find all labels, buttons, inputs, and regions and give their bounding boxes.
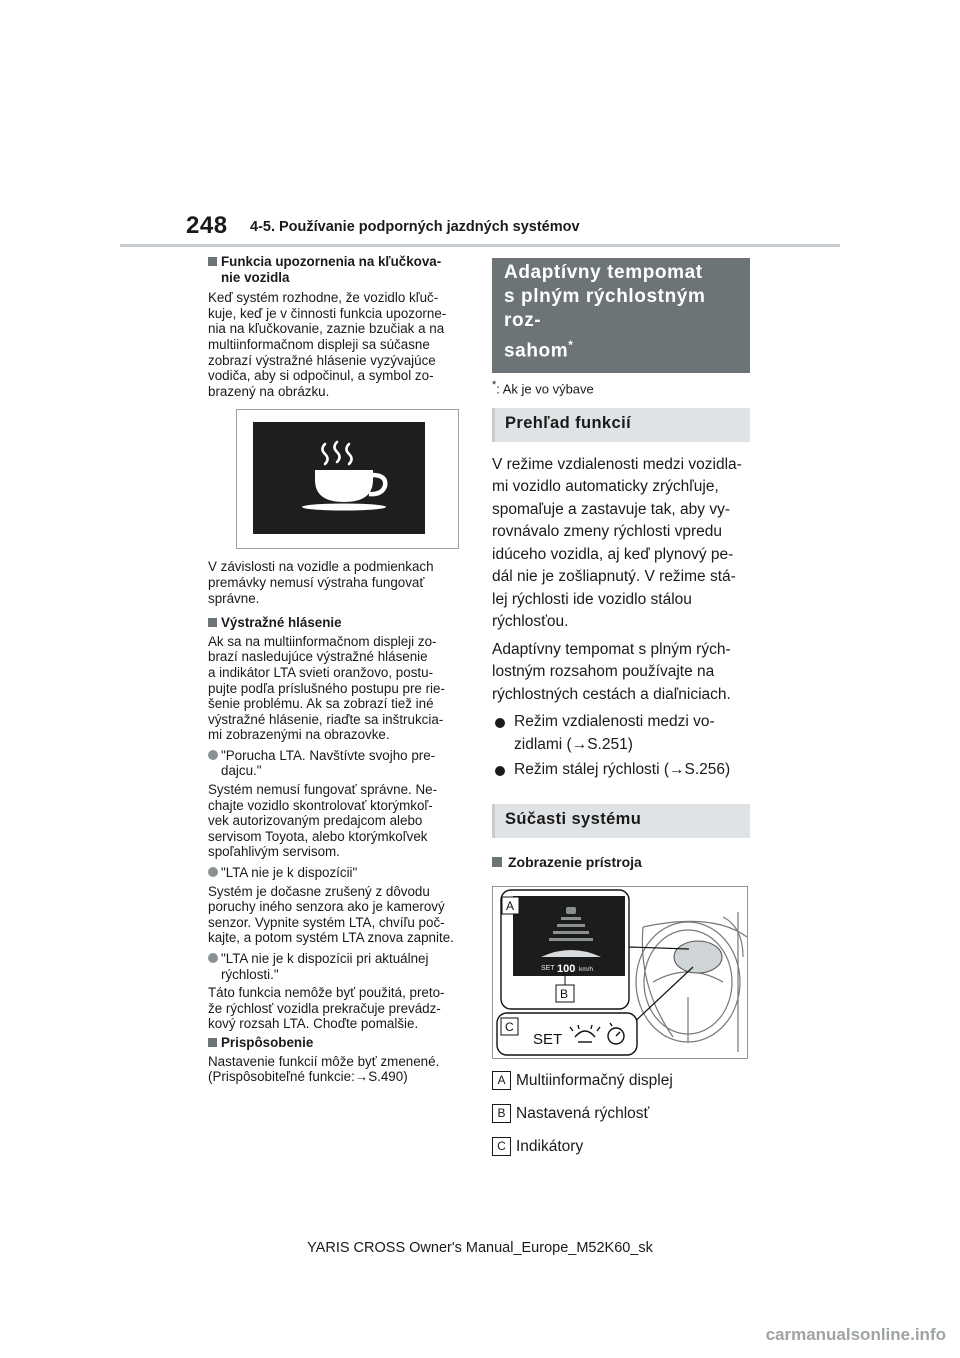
text-line: senzor. Vypnite systém LTA, chvíľu poč-	[208, 914, 445, 930]
fatigue-heading	[208, 254, 466, 285]
text-line: kuje, keď je v činnosti funkcia upozorne-	[208, 305, 447, 321]
legend-key: B	[492, 1104, 511, 1123]
warning-title: Výstražné hlásenie	[221, 615, 342, 631]
legend-item	[492, 1137, 750, 1157]
right-column	[492, 258, 750, 1157]
warning-message: "LTA nie je k dispozícii"	[221, 865, 358, 881]
circle-bullet-icon	[495, 718, 505, 728]
text-line: nia na kľučkovanie, zaznie bzučiak a na	[208, 321, 445, 337]
instrument-title: Zobrazenie prístroja	[508, 853, 642, 870]
warning-message-item	[208, 865, 466, 881]
text-line: spomaľuje a zastavuje tak, aby vy-	[492, 500, 730, 518]
warning-message: rýchlosti."	[221, 966, 279, 982]
text-line: lostným rozsahom používajte na	[492, 663, 715, 681]
square-bullet-icon	[492, 857, 502, 867]
mode-item	[492, 759, 750, 782]
legend-key: A	[492, 1071, 511, 1090]
chapter-title: 4-5. Používanie podporných jazdných systémov	[250, 219, 580, 235]
text-line: spoľahlivým servisom.	[208, 844, 340, 860]
text-line: kový rozsah LTA. Choďte pomalšie.	[208, 1016, 419, 1032]
warning-message-desc	[208, 782, 466, 860]
text-line: Režim stálej rýchlosti (→S.256)	[514, 761, 731, 779]
text-line: Ak sa na multiinformačnom displeji zo-	[208, 633, 437, 649]
footnote-mark: *	[492, 379, 497, 392]
overview-heading: Prehľad funkcií	[492, 408, 750, 442]
text-line: mi vozidlo automaticky zrýchľuje,	[492, 478, 719, 496]
footnote	[492, 379, 750, 396]
square-bullet-icon	[208, 618, 217, 627]
text-line: vek autorizovaným predajcom alebo	[208, 813, 423, 829]
header-rule	[120, 244, 840, 247]
circle-bullet-icon	[208, 750, 218, 760]
text-line: dál nie je zošliapnutý. V režime stá-	[492, 568, 736, 586]
square-bullet-icon	[208, 1038, 217, 1047]
text-line: Režim vzdialenosti medzi vo-	[514, 713, 715, 731]
banner-line: s plným rýchlostným roz-	[504, 286, 706, 331]
mode-item	[492, 711, 750, 756]
fatigue-body	[208, 290, 466, 399]
warning-message-item	[208, 951, 466, 982]
text-line: Nastavenie funkcií môže byť zmenené.	[208, 1053, 440, 1069]
text-line: Systém nemusí fungovať správne. Ne-	[208, 782, 438, 798]
callout-label-c: C	[505, 1019, 514, 1034]
text-line: premávky nemusí výstraha fungovať	[208, 574, 425, 590]
circle-bullet-icon	[208, 953, 218, 963]
text-line: kajte, a potom systém LTA znova zapnite.	[208, 930, 454, 946]
callout-label-b: B	[560, 986, 569, 1001]
warning-message-item	[208, 748, 466, 779]
text-line: servisom Toyota, alebo ktorýmkoľvek	[208, 828, 428, 844]
text-line: Systém je dočasne zrušený z dôvodu	[208, 883, 430, 899]
set-small-label: SET	[541, 964, 555, 972]
legend-key: C	[492, 1137, 511, 1156]
text-line: rovnávalo zmeny rýchlosti vpredu	[492, 523, 723, 541]
text-line: Adaptívny tempomat s plným rých-	[492, 640, 731, 658]
manual-footer: YARIS CROSS Owner's Manual_Europe_M52K60_sk	[307, 1240, 653, 1256]
banner-line: sahom	[504, 340, 569, 362]
warning-message: dajcu."	[221, 763, 262, 779]
warning-message-desc	[208, 985, 466, 1032]
custom-heading	[208, 1035, 466, 1051]
text-line: šenie problému. Ak sa zobrazí tiež iné	[208, 696, 434, 712]
warning-heading	[208, 615, 466, 631]
fatigue-title-line: nie vozidla	[221, 269, 290, 285]
overview-body	[492, 454, 750, 634]
text-line: chajte vozidlo skontrolovať ktorýmkoľ-	[208, 797, 433, 813]
legend-text: Indikátory	[516, 1137, 584, 1155]
footnote-mark: *	[568, 338, 574, 352]
coffee-cup-icon	[253, 422, 425, 534]
components-heading: Súčasti systému	[492, 804, 750, 838]
square-bullet-icon	[208, 257, 217, 266]
circle-bullet-icon	[208, 867, 218, 877]
instrument-illustration	[493, 887, 747, 1058]
legend-item	[492, 1071, 750, 1091]
coffee-symbol-figure	[236, 409, 459, 549]
warning-message: "Porucha LTA. Navštívte svojho pre-	[221, 747, 436, 763]
text-line: lej rýchlosti ide vozidlo stálou	[492, 590, 692, 608]
text-line: vodiča, aby si odpočinul, a symbol zo-	[208, 368, 434, 384]
text-line: výstražné hlásenie, riaďte sa inštrukcia-	[208, 711, 444, 727]
text-line: idúceho vozidla, aj keď plynový pe-	[492, 545, 734, 563]
speed-unit: km/h	[579, 965, 594, 973]
text-line: brazený na obrázku.	[208, 383, 330, 399]
text-line: rýchlostných cestách a diaľniciach.	[492, 685, 731, 703]
warning-message-desc	[208, 884, 466, 946]
page-number: 248	[186, 212, 228, 239]
section-banner	[492, 258, 750, 373]
instrument-heading	[492, 854, 750, 870]
text-line: správne.	[208, 590, 260, 606]
callout-label-a: A	[506, 898, 515, 913]
fatigue-note	[208, 559, 466, 606]
text-line: poruchy iného senzora ako je kamerový	[208, 899, 445, 915]
left-column	[208, 254, 466, 1085]
legend-item	[492, 1104, 750, 1124]
footnote-text: : Ak je vo výbave	[496, 381, 594, 397]
text-line: zidlami (→S.251)	[514, 735, 633, 753]
set-speed-value: 100	[557, 962, 576, 975]
text-line: V závislosti na vozidle a podmienkach	[208, 559, 434, 575]
text-line: brazí nasledujúce výstražné hlásenie	[208, 649, 428, 665]
text-line: a indikátor LTA svieti oranžovo, postu-	[208, 664, 434, 680]
text-line: Keď systém rozhodne, že vozidlo kľuč-	[208, 290, 439, 306]
text-line: zobrazí výstražné hlásenie vyzývajúce	[208, 352, 436, 368]
text-line: multiinformačnom displeji sa súčasne	[208, 336, 430, 352]
text-line: že rýchlosť vozidla prekračuje prevádz-	[208, 1000, 441, 1016]
legend-text: Nastavená rýchlosť	[516, 1104, 650, 1122]
custom-title: Prispôsobenie	[221, 1034, 314, 1050]
overview-body-2	[492, 639, 750, 707]
text-line: V režime vzdialenosti medzi vozidla-	[492, 455, 742, 473]
text-line: pujte podľa príslušného postupu pre rie-	[208, 680, 445, 696]
fatigue-title-line: Funkcia upozornenia na kľučkova-	[221, 254, 442, 269]
instrument-diagram	[492, 886, 748, 1059]
legend-text: Multiinformačný displej	[516, 1071, 673, 1089]
banner-line: Adaptívny tempomat	[504, 262, 703, 283]
circle-bullet-icon	[495, 766, 505, 776]
warning-message: "LTA nie je k dispozícii pri aktuálnej	[221, 951, 429, 966]
text-line: Táto funkcia nemôže byť použitá, preto-	[208, 985, 445, 1001]
text-line: rýchlosťou.	[492, 613, 569, 631]
text-line: mi zobrazenými na obrazovke.	[208, 727, 390, 743]
set-indicator-label: SET	[533, 1030, 563, 1048]
text-line: (Prispôsobiteľné funkcie:→S.490)	[208, 1069, 408, 1085]
watermark: carmanualsonline.info	[765, 1325, 946, 1344]
display-screen	[253, 422, 425, 534]
custom-body	[208, 1054, 466, 1085]
warning-body	[208, 634, 466, 743]
